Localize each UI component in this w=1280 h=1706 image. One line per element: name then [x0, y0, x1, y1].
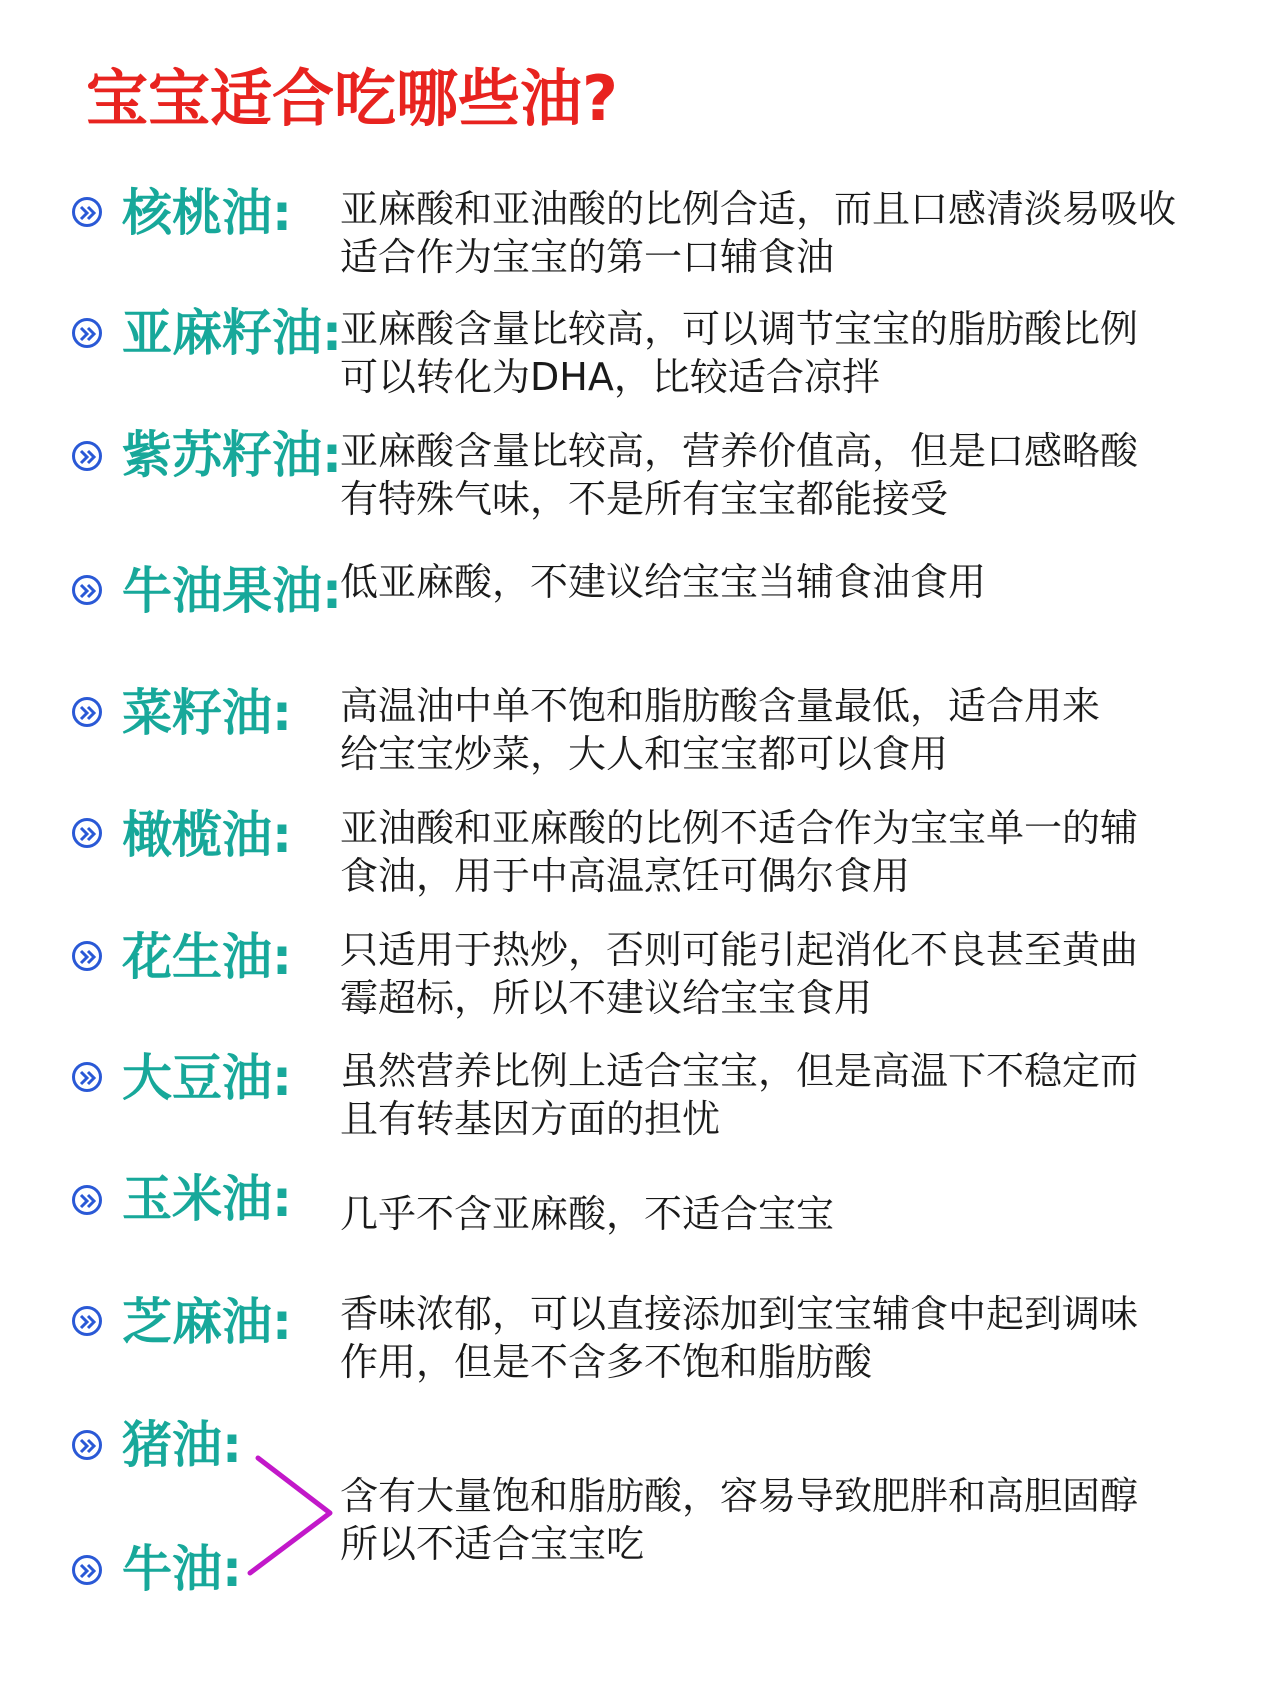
- oil-name: 猪油:: [122, 1416, 242, 1474]
- oil-name: 花生油:: [122, 928, 292, 986]
- description-line: 亚麻酸含量比较高，可以调节宝宝的脂肪酸比例: [340, 307, 1139, 351]
- oil-name: 牛油果油:: [122, 562, 342, 620]
- oil-name: 紫苏籽油:: [122, 426, 342, 484]
- description-line: 亚麻酸和亚油酸的比例合适，而且口感清淡易吸收: [340, 187, 1177, 231]
- description-line: 亚麻酸含量比较高，营养价值高，但是口感略酸: [340, 429, 1139, 473]
- description-line: 所以不适合宝宝吃: [340, 1522, 645, 1566]
- oil-description-grouped: [340, 1472, 1220, 1568]
- description-line: 给宝宝炒菜，大人和宝宝都可以食用: [340, 732, 949, 776]
- oil-name: 玉米油:: [122, 1170, 292, 1228]
- page-title: 宝宝适合吃哪些油?: [86, 62, 618, 135]
- description-line: 高温油中单不饱和脂肪酸含量最低，适合用来: [340, 684, 1101, 728]
- oil-name: 菜籽油:: [122, 684, 292, 742]
- description-line: 亚油酸和亚麻酸的比例不适合作为宝宝单一的辅: [340, 806, 1139, 850]
- oil-name: 芝麻油:: [122, 1293, 292, 1351]
- description-line: 适合作为宝宝的第一口辅食油: [340, 235, 835, 279]
- description-line: 霉超标，所以不建议给宝宝食用: [340, 976, 873, 1020]
- oil-name: 亚麻籽油:: [122, 304, 342, 362]
- oil-name: 核桃油:: [122, 184, 292, 242]
- description-line: 几乎不含亚麻酸，不适合宝宝: [340, 1192, 835, 1236]
- description-line: 低亚麻酸，不建议给宝宝当辅食油食用: [340, 560, 987, 604]
- oil-name: 牛油:: [122, 1540, 242, 1598]
- description-line: 有特殊气味，不是所有宝宝都能接受: [340, 477, 949, 521]
- oil-name: 橄榄油:: [122, 806, 292, 864]
- description-line: 可以转化为DHA，比较适合凉拌: [340, 355, 880, 399]
- description-line: 作用，但是不含多不饱和脂肪酸: [340, 1340, 873, 1384]
- description-line: 香味浓郁，可以直接添加到宝宝辅食中起到调味: [340, 1292, 1139, 1336]
- description-line: 食油，用于中高温烹饪可偶尔食用: [340, 854, 911, 898]
- description-line: 虽然营养比例上适合宝宝，但是高温下不稳定而: [340, 1049, 1139, 1093]
- description-line: 含有大量饱和脂肪酸，容易导致肥胖和高胆固醇: [340, 1474, 1139, 1518]
- description-line: 只适用于热炒，否则可能引起消化不良甚至黄曲: [340, 928, 1139, 972]
- description-line: 且有转基因方面的担忧: [340, 1097, 721, 1141]
- oil-name: 大豆油:: [122, 1049, 292, 1107]
